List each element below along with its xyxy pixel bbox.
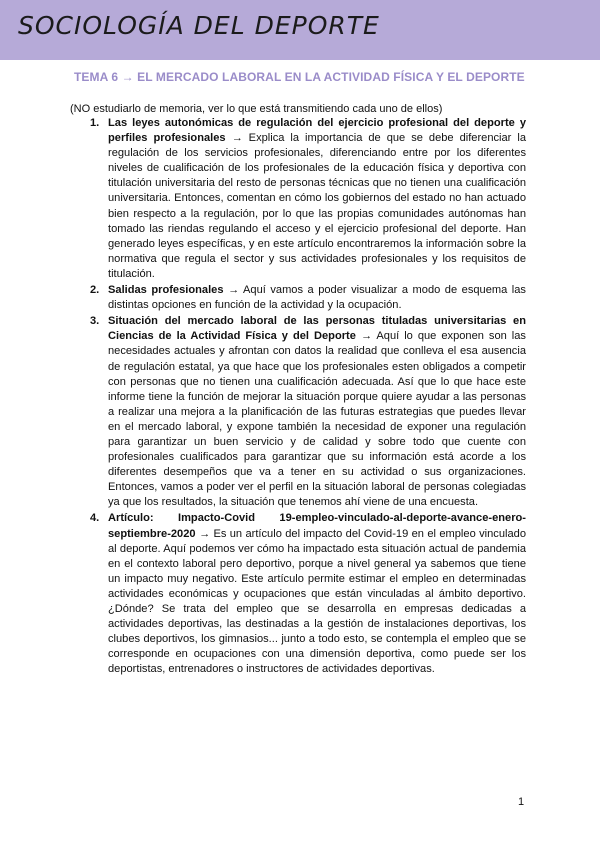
topic-heading: TEMA 6 → EL MERCADO LABORAL EN LA ACTIVIDAD FÍSICA Y EL DEPORTE (74, 70, 525, 84)
item-text: Aquí vamos a poder visualizar a modo de esquema las distintas opciones en función de la actividad y la ocupación. (108, 284, 526, 312)
arrow-icon: → (223, 284, 244, 297)
item-text: Es un artículo del impacto del Covid-19 en el empleo vinculado al deporte. Aquí podemos ver cómo ha impactado esta situación actual de pandemia en el contexto laboral pero deportivo, porque a nivel general ya sabemos que tiene un impacto muy negativo. Este artículo permite estimar el empleo en determinadas actividades económicas y ocupaciones que están vinculadas al ámbito deportivo. ¿Dónde? Se trata del empleo que se desarrolla en empresas dedicadas a actividades deportivas, las destinadas a la gestión de instalaciones deportivas, los clubes deportivos, los gimnasios... junto a todo esto, se contempla el empleo que se corresponde en ocupaciones con una dimensión deportiva, como puede ser los deportistas, entrenadores o instructores de actividades deportivas. (108, 527, 526, 676)
arrow-icon: → (225, 132, 249, 145)
list-item (90, 511, 526, 677)
item-number: 1. (90, 117, 100, 129)
item-title: Las leyes autonómicas de regulación del ejercicio profesional del deporte y perfiles profesionales (108, 117, 526, 145)
page-number: 1 (518, 796, 525, 808)
item-title: Situación del mercado laboral de las personas tituladas universitarias en Ciencias de la Actividad Física y del Deporte (108, 315, 526, 343)
arrow-icon: → (355, 330, 377, 343)
list-item (90, 314, 526, 510)
item-text: Explica la importancia de que se debe diferenciar la regulación de los servicios profesionales, diferenciando entre por los diferentes niveles de cualificación de los profesionales de la educación física y deportiva con titulación universitaria del resto de personas técnicas que no tienen una cualificación universitaria. Entonces, comentan en cómo los gobiernos del estado no han actuado bien respecto a la regulación, por lo que las propias comunidades autónomas han tomado las riendas regulando el acceso y el ejercicio profesional del deporte. Han generado leyes específicas, y en este artículo encontraremos la información sobre la normativa que regula el sector y sus actividades profesionales y los requisitos de titulación. (108, 132, 526, 280)
arrow-icon: → (195, 527, 214, 540)
item-title: Artículo: Impacto-Covid 19-empleo-vinculado-al-deporte-avance-enero-septiembre-2020 (108, 512, 526, 540)
item-number: 4. (90, 512, 100, 525)
item-title: Salidas profesionales (108, 284, 224, 297)
item-text: Aquí lo que exponen son las necesidades actuales y afrontan con datos la realidad que conlleva el esa ausencia de regulación estatal, ya que hace que los profesionales esten obligados a competir con personas que no tienen una cualificación adecuada. Así que lo que hace este informe tiene la función de mejorar la situación porque quiere ayudar a las personas a realizar una mejora a la planificación de las futuras estrategias que puedes llevar en el mercado laboral, y expone también la necesidad de exponer una regulación para garantizar un buen servicio y de calidad y sobre todo que cuente con profesionales cualificados para garantizar que su información está acorde a los diferentes desempeños que va a tener en su actividad o sus organizaciones. Entonces, vamos a poder ver el perfil en la situación laboral de personas colegiadas ya que los resultados, la situación que tenemos ahí viene de una encuesta. (108, 330, 526, 509)
list-item (90, 116, 526, 282)
list-item (90, 283, 526, 313)
intro-note: (NO estudiarlo de memoria, ver lo que está transmitiendo cada uno de ellos) (70, 103, 443, 115)
item-number: 3. (90, 315, 100, 328)
course-title: SOCIOLOGÍA DEL DEPORTE (18, 11, 380, 40)
resource-list (90, 116, 526, 678)
item-number: 2. (90, 284, 100, 297)
header-banner (0, 0, 600, 60)
